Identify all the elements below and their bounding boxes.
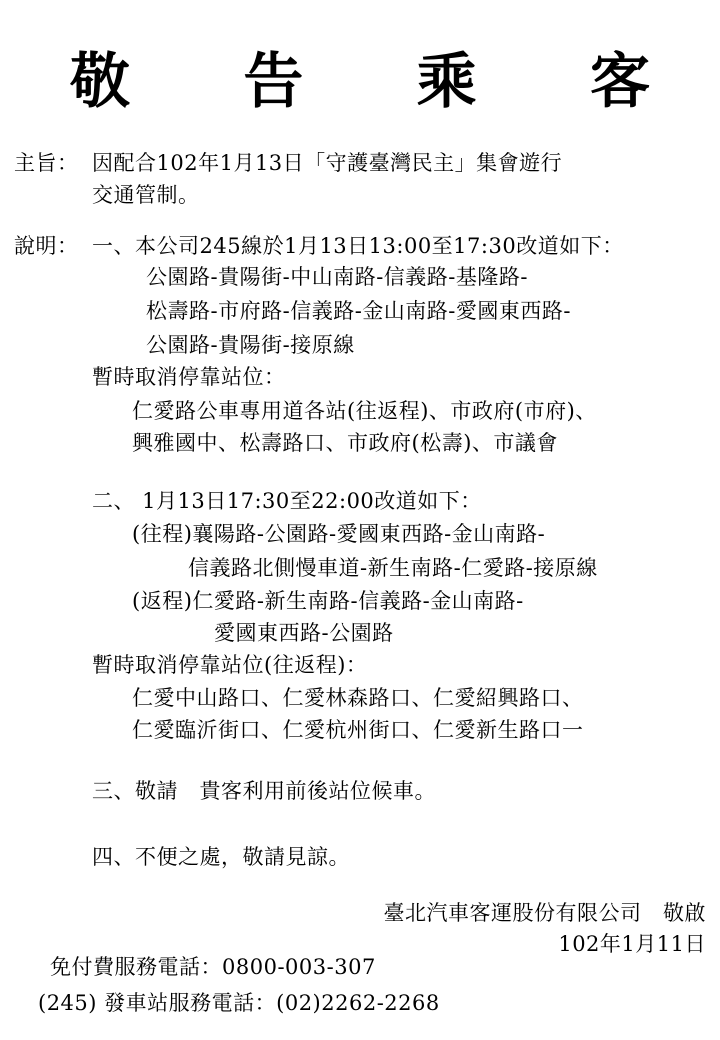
route-line: 公園路-貴陽街-中山南路-信義路-基隆路- bbox=[146, 265, 528, 289]
company-signature: 臺北汽車客運股份有限公司 敬啟 bbox=[383, 901, 706, 925]
return-route: (返程)仁愛路-新生南路-信義路-金山南路- bbox=[132, 589, 524, 613]
notice-date: 102年1月11日 bbox=[558, 932, 706, 956]
return-route-cont: 愛國東西路-公園路 bbox=[214, 621, 394, 645]
outbound-route-cont: 信義路北側慢車道-新生南路-仁愛路-接原線 bbox=[188, 556, 598, 580]
subject-text: 因配合102年1月13日「守護臺灣民主」集會遊行 bbox=[92, 151, 563, 175]
title-char: 客 bbox=[589, 47, 650, 117]
title-char: 告 bbox=[243, 47, 304, 117]
toll-free-phone: 免付費服務電話：0800-003-307 bbox=[50, 955, 376, 979]
cancel-stops: 興雅國中、松壽路口、市政府(松壽)、市議會 bbox=[132, 431, 558, 455]
cancel-heading: 暫時取消停靠站位： bbox=[92, 365, 286, 389]
section-2-heading: 二、 1月13日17:30至22:00改道如下： bbox=[92, 489, 482, 513]
subject-label: 主旨： bbox=[14, 151, 79, 175]
cancel-stops: 仁愛臨沂街口、仁愛杭州街口、仁愛新生路口一 bbox=[132, 718, 584, 742]
explain-label: 說明： bbox=[14, 234, 79, 258]
depot-phone: (245) 發車站服務電話：(02)2262-2268 bbox=[38, 991, 440, 1015]
title-char: 敬 bbox=[70, 47, 130, 117]
cancel-stops: 仁愛路公車專用道各站(往返程)、市政府(市府)、 bbox=[132, 399, 597, 423]
title-char: 乘 bbox=[416, 47, 477, 117]
subject-text-cont: 交通管制。 bbox=[92, 183, 200, 207]
route-line: 松壽路-市府路-信義路-金山南路-愛國東西路- bbox=[146, 299, 571, 323]
cancel-stops: 仁愛中山路口、仁愛林森路口、仁愛紹興路口、 bbox=[132, 686, 584, 710]
section-1-heading: 一、本公司245線於1月13日13:00至17:30改道如下： bbox=[92, 234, 624, 258]
outbound-route: (往程)襄陽路-公園路-愛國東西路-金山南路- bbox=[132, 522, 546, 546]
section-3: 三、敬請 貴客利用前後站位候車。 bbox=[92, 779, 436, 803]
route-line: 公園路-貴陽街-接原線 bbox=[146, 333, 355, 357]
section-4: 四、不便之處，敬請見諒。 bbox=[92, 845, 350, 869]
notice-title bbox=[60, 42, 660, 122]
cancel-heading: 暫時取消停靠站位(往返程)： bbox=[92, 653, 368, 677]
